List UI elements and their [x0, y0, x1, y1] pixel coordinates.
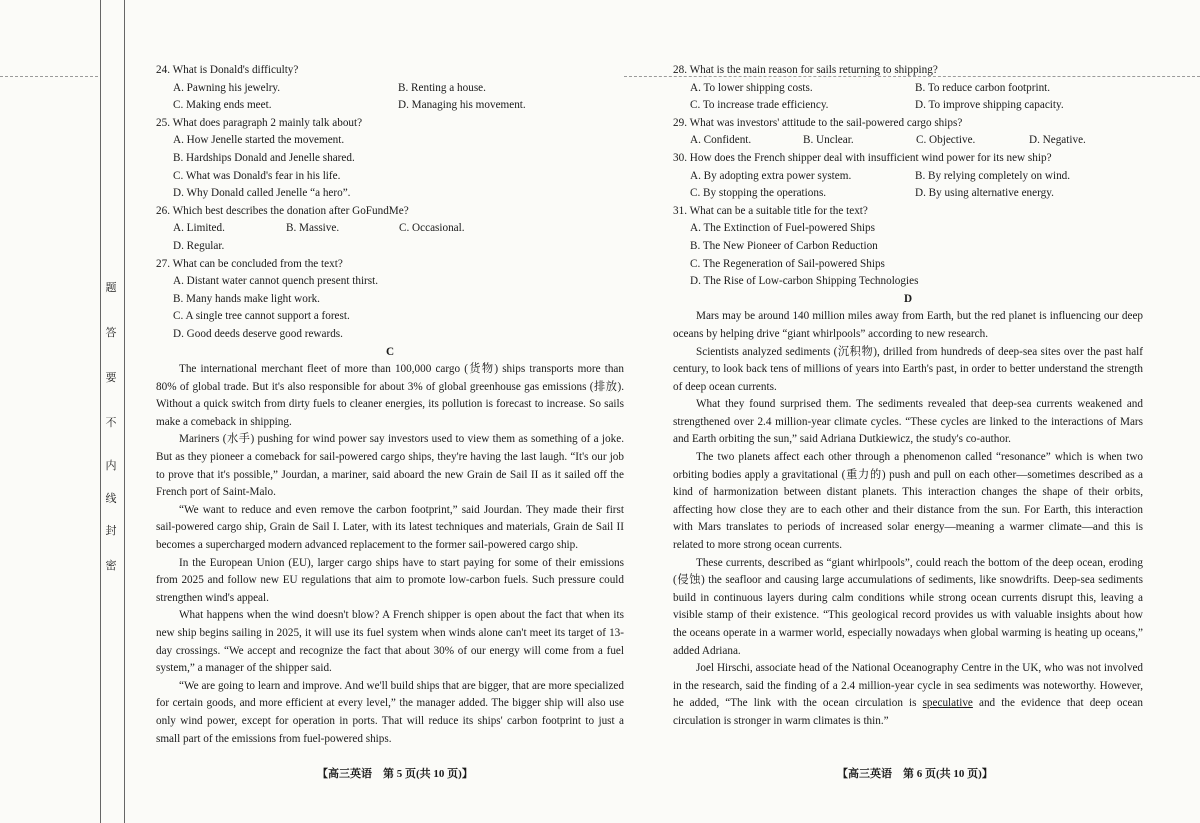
left-page-footer: 【高三英语 第 5 页(共 10 页)】: [317, 768, 473, 780]
question-stem: 30. How does the French shipper deal with insufficient wind power for its new ship?: [673, 151, 1052, 164]
passage-paragraph: The two planets affect each other through a phenomenon called “resonance” which is when two orbiting bodies apply a gravitational (重力的) push and pull on each other—sometimes described as a kind of harmonization between distant planets. This interaction changes the shape of their orbits, affecting how close they are to each other and their distance from the sun. For Earth, this interaction with Mars translates to periods of increased solar energy—meaning a warmer climate—and this is related to more strong ocean currents.: [673, 451, 1143, 552]
answer-option: A. Limited.: [173, 222, 225, 235]
section-c-label: C: [385, 345, 395, 358]
passage-paragraph: Scientists analyzed sediments (沉积物), drilled from hundreds of deep-sea sites over the past half century, to look back tens of millions of years into Earth's past, in order to better understand the strength of deep ocean currents.: [673, 345, 1143, 393]
answer-option: B. Hardships Donald and Jenelle shared.: [173, 151, 355, 164]
answer-option: A. Pawning his jewelry.: [173, 81, 281, 94]
passage-paragraph: What they found surprised them. The sediments revealed that deep-sea currents weakened and strengthened over 2.4 million-year climate cycles. “These cycles are linked to the interactions of Mars and Earth orbiting the sun,” said Adriana Dutkiewicz, the study's co-author.: [673, 398, 1143, 446]
passage-paragraph: What happens when the wind doesn't blow? A French shipper is open about the fact that when its new ship begins sailing in 2025, it will use its fuel system when winds alone can't meet its target of 13-day crossings. “We accept and recognize the fact that about 30% of our energy will come from a fuel system,” a manager of the shipper said.: [156, 609, 624, 675]
answer-option: B. To reduce carbon footprint.: [915, 81, 1051, 94]
question-stem: 31. What can be a suitable title for the text?: [673, 204, 868, 217]
answer-option: C. The Regeneration of Sail-powered Ships: [690, 257, 885, 270]
seal-char: 密: [105, 560, 117, 572]
answer-option: C. Occasional.: [399, 222, 465, 235]
answer-option: A. Confident.: [690, 134, 752, 147]
binding-line-inner: [124, 0, 125, 823]
passage-d: [673, 308, 1143, 660]
answer-option: A. How Jenelle started the movement.: [173, 134, 345, 147]
options-group: [690, 168, 1143, 203]
answer-option: D. Negative.: [1029, 134, 1086, 147]
answer-option: D. Managing his movement.: [398, 99, 526, 112]
binding-line-outer: [100, 0, 101, 823]
passage-c: [156, 361, 624, 748]
left-questions: [156, 62, 624, 344]
answer-option: C. To increase trade efficiency.: [690, 99, 829, 112]
answer-option: B. Massive.: [286, 222, 340, 235]
passage-paragraph: “We are going to learn and improve. And we'll build ships that are bigger, that are more specialized for certain goods, and more efficient at every level,” the manager added. The bigger ship will also use only wind power, except for operation in ports. That will reduce its ships' carbon footprint to just a small part of the emissions from fuel-powered ships.: [156, 679, 624, 745]
binding-margin: [0, 0, 130, 823]
answer-option: A. By adopting extra power system.: [690, 169, 852, 182]
passage-paragraph: These currents, described as “giant whirlpools”, could reach the bottom of the deep ocean, eroding (侵蚀) the seafloor and causing large accumulations of sediments, like snowdrifts. Deep-sea sediments build in continuous layers during calm conditions while strong ocean currents disrupt this, leaving a visible stamp of their existence. “This geological record provides us with valuable insights about how the oceans operate in a warmer world, especially nowadays when global warming is heating up oceans,” added Adriana.: [673, 556, 1143, 657]
answer-option: A. To lower shipping costs.: [690, 81, 813, 94]
seal-char: 题: [105, 282, 117, 294]
seal-char: 不: [105, 417, 117, 429]
right-page: [673, 62, 1143, 731]
seal-char: 封: [105, 525, 117, 537]
right-page-footer: 【高三英语 第 6 页(共 10 页)】: [837, 768, 993, 780]
answer-option: B. By relying completely on wind.: [915, 169, 1071, 182]
answer-option: A. Distant water cannot quench present thirst.: [173, 275, 379, 288]
answer-option: A. The Extinction of Fuel-powered Ships: [690, 222, 875, 235]
options-group: [690, 80, 1143, 115]
answer-option: C. Objective.: [916, 134, 976, 147]
underlined-word: speculative: [922, 697, 973, 710]
seal-char: 线: [105, 493, 117, 505]
answer-option: C. Making ends meet.: [173, 99, 272, 112]
answer-option: C. By stopping the operations.: [690, 187, 827, 200]
passage-paragraph: In the European Union (EU), larger cargo ships have to start paying for some of their emissions from 2025 and follow new EU regulations that aim to promote low-carbon fuels. Such pressure could strengthen wind's appeal.: [156, 556, 624, 604]
answer-option: D. By using alternative energy.: [915, 187, 1054, 200]
answer-option: D. The Rise of Low-carbon Shipping Technologies: [690, 275, 919, 288]
question-stem: 25. What does paragraph 2 mainly talk about?: [156, 116, 363, 129]
answer-option: B. The New Pioneer of Carbon Reduction: [690, 239, 878, 252]
options-group: [173, 273, 624, 343]
passage-paragraph: The international merchant fleet of more than 100,000 cargo (货物) ships transports more than 80% of global trade. But it's also responsible for about 3% of global greenhouse gas emissions (排放). Without a quick switch from dirty fuels to cleaner energies, its pollution is forecast to increase. So sails make a comeback in shipping.: [156, 363, 624, 428]
answer-option: C. A single tree cannot support a forest.: [173, 310, 350, 323]
options-group: [173, 132, 624, 202]
options-group: [690, 132, 1143, 150]
options-group: [173, 220, 624, 255]
passage-paragraph: “We want to reduce and even remove the carbon footprint,” said Jourdan. They made their first sail-powered cargo ship, Grain de Sail I. Later, with its latest techniques and materials, Grain de Sail II becomes a supercharged modern advanced replacement to the former sail-powered cargo ship.: [156, 503, 624, 552]
passage-paragraph: Mariners (水手) pushing for wind power say investors used to view them as something of a joke. But as they pioneer a comeback for sail-powered cargo ships, they're having the last laugh. “It's our job to prove that it's possible,” Jourdan, a mariner, said aboard the new Grain de Sail II as it sailed off the French port of Saint-Malo.: [156, 433, 624, 499]
answer-option: D. Good deeds deserve good rewards.: [173, 327, 343, 340]
answer-option: B. Renting a house.: [398, 81, 486, 94]
left-page: [156, 62, 624, 748]
answer-option: D. Regular.: [173, 239, 225, 252]
binding-dash-left: [0, 76, 98, 77]
options-group: [173, 80, 624, 115]
answer-option: D. Why Donald called Jenelle “a hero”.: [173, 187, 351, 200]
question-stem: 24. What is Donald's difficulty?: [156, 64, 299, 76]
passage-paragraph: Mars may be around 140 million miles away from Earth, but the red planet is influencing our deep oceans by helping drive “giant whirlpools” according to new research.: [673, 310, 1143, 340]
seal-char: 内: [105, 460, 117, 472]
seal-char: 答: [105, 327, 117, 339]
answer-option: C. What was Donald's fear in his life.: [173, 169, 341, 182]
answer-option: D. To improve shipping capacity.: [915, 99, 1064, 112]
options-group: [690, 220, 1143, 290]
question-stem: 28. What is the main reason for sails returning to shipping?: [673, 64, 938, 76]
seal-char: 要: [105, 372, 117, 384]
answer-option: B. Unclear.: [803, 134, 854, 147]
question-stem: 27. What can be concluded from the text?: [156, 257, 343, 270]
right-questions: [673, 62, 1143, 291]
question-stem: 29. What was investors' attitude to the sail-powered cargo ships?: [673, 116, 963, 129]
answer-option: B. Many hands make light work.: [173, 292, 320, 305]
section-d-label: D: [903, 292, 913, 305]
passage-paragraph: Joel Hirschi, associate head of the National Oceanography Centre in the UK, who was not involved in the research, said the finding of a 2.4 million-year cycle in sea sediments was noteworthy. However, he added, “The link with the ocean circulation is speculative and the evidence that deep ocean circulation is stronger in warm climates is thin.”: [673, 662, 1143, 727]
question-stem: 26. Which best describes the donation after GoFundMe?: [156, 204, 409, 217]
